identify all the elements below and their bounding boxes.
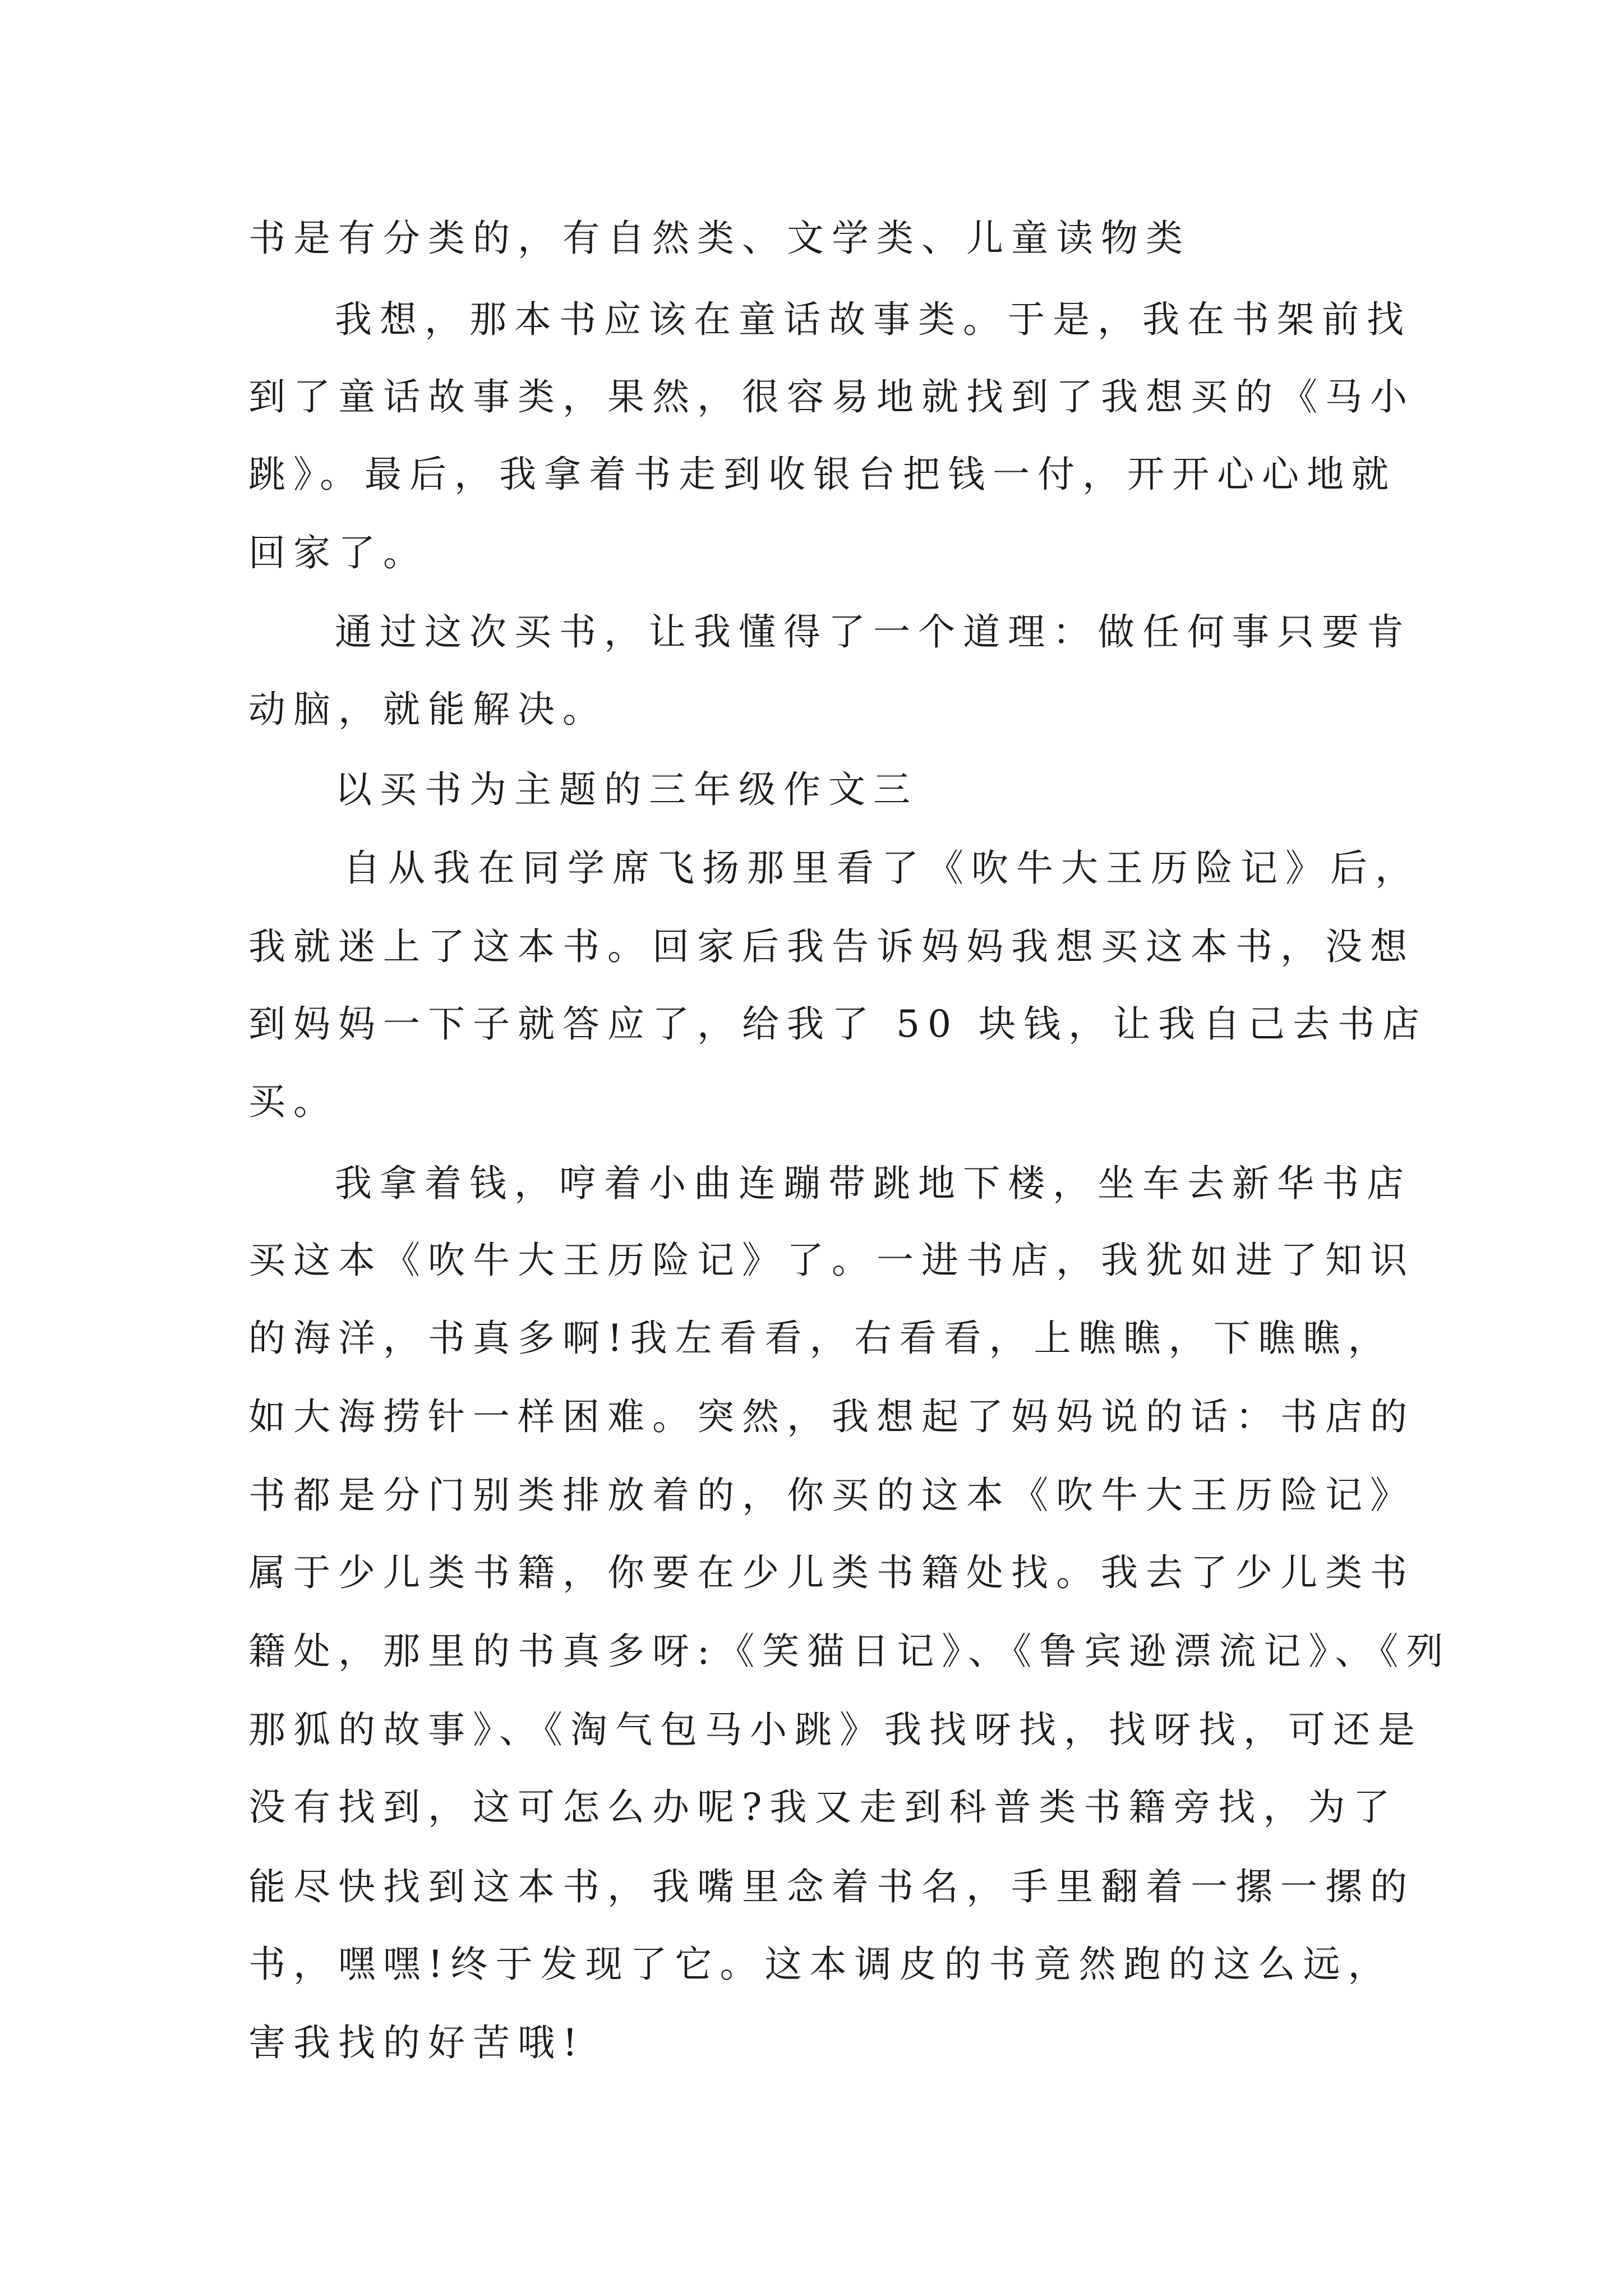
text-line: 自从我在同学席飞扬那里看了《吹牛大王历险记》后，	[343, 846, 1420, 890]
text-line: 我想，那本书应该在童话故事类。于是，我在书架前找	[335, 298, 1412, 341]
text-line: 我就迷上了这本书。回家后我告诉妈妈我想买这本书，没想	[248, 925, 1415, 968]
text-line: 那狐的故事》、《淘气包马小跳》我找呀找，找呀找，可还是	[248, 1708, 1423, 1751]
text-line: 到妈妈一下子就答应了，给我了 50 块钱，让我自己去书店	[248, 1002, 1427, 1046]
text-line: 属于少儿类书籍，你要在少儿类书籍处找。我去了少儿类书	[248, 1551, 1415, 1594]
text-line: 跳》。最后，我拿着书走到收银台把钱一付，开开心心地就	[248, 453, 1396, 496]
text-line: 籍处，那里的书真多呀:《笑猫日记》、《鲁宾逊漂流记》、《列	[248, 1630, 1451, 1673]
text-line: 买这本《吹牛大王历险记》了。一进书店，我犹如进了知识	[248, 1239, 1415, 1282]
text-line: 的海洋，书真多啊!我左看看，右看看，上瞧瞧，下瞧瞧，	[248, 1317, 1393, 1360]
text-line: 书都是分门别类排放着的，你买的这本《吹牛大王历险记》	[248, 1474, 1415, 1517]
text-line: 如大海捞针一样困难。突然，我想起了妈妈说的话：书店的	[248, 1395, 1415, 1438]
text-line: 书，嘿嘿!终于发现了它。这本调皮的书竟然跑的这么远，	[248, 1943, 1393, 1986]
text-line: 通过这次买书，让我懂得了一个道理：做任何事只要肯	[335, 610, 1412, 654]
text-line: 动脑，就能解决。	[248, 688, 607, 731]
text-line: 买。	[248, 1080, 338, 1123]
text-line: 能尽快找到这本书，我嘴里念着书名，手里翻着一摞一摞的	[248, 1865, 1415, 1908]
text-line: 到了童话故事类，果然，很容易地就找到了我想买的《马小	[248, 375, 1415, 418]
section-heading: 以买书为主题的三年级作文三	[335, 768, 918, 811]
text-line: 书是有分类的，有自然类、文学类、儿童读物类	[248, 217, 1191, 260]
text-line: 回家了。	[248, 531, 428, 574]
text-line: 我拿着钱，哼着小曲连蹦带跳地下楼，坐车去新华书店	[335, 1162, 1412, 1205]
text-line: 害我找的好苦哦!	[248, 2021, 585, 2064]
text-line: 没有找到，这可怎么办呢?我又走到科普类书籍旁找，为了	[248, 1786, 1398, 1829]
